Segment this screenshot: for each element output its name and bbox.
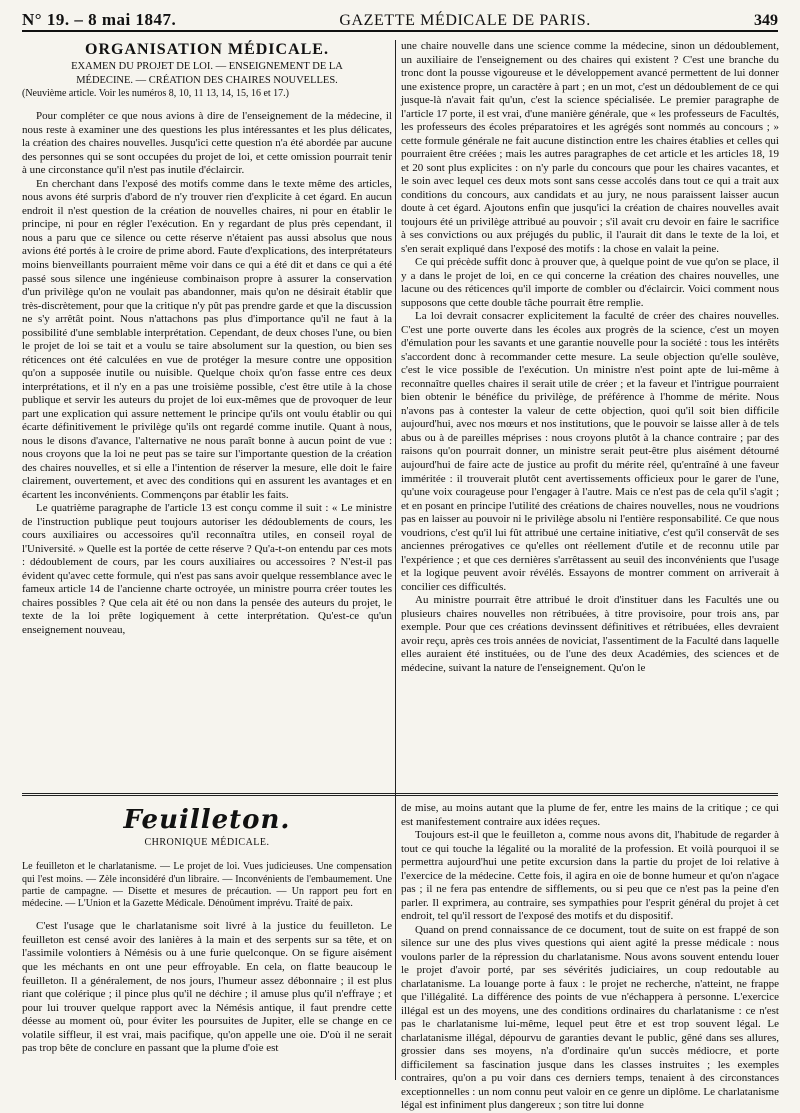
article-subtitle-2: MÉDECINE. — CRÉATION DES CHAIRES NOUVELLES. <box>76 74 338 86</box>
article-paragraph: Ce qui précède suffit donc à prouver que, à quelque point de vue qu'on se place, il y a dans le projet de loi, en ce qui concerne la création des chaires nouvelles, une lacune ou des réticences qu'il importe de combler ou d'éclaircir. Voici comment nous supposons que cette double tâche pourrait être remplie. <box>401 256 779 309</box>
article-paragraph: Pour compléter ce que nous avions à dire de l'enseignement de la médecine, il nous reste à examiner une des questions les plus intéressantes et les plus délicates, la création des chaires nouvelles. Jusqu'ici cette question n'a été abordée par aucune des personnes qui se sont occupées du projet de loi, et cette omission pourrait tenir à une circonstance qu'il n'est pas inutile d'éclaircir. <box>22 110 392 177</box>
feuilleton-right-column <box>401 802 779 1112</box>
feuilleton-section: CHRONIQUE MÉDICALE. <box>144 836 270 848</box>
feuilleton-left-column <box>22 805 392 1085</box>
feuilleton-divider <box>22 793 778 796</box>
feuilleton-paragraph: de mise, au moins autant que la plume de fer, entre les mains de la critique ; ce qui est manifestement contraire aux idées reçues. <box>401 802 779 828</box>
feuilleton-summary: Le feuilleton et le charlatanisme. — Le projet de loi. Vues judicieuses. Une compensation qui l'est moins. — Zèle inconsidéré d'un libraire. — Inconvénients de l'embaumement. Une partie de campagne. — Disette et mesures de précaution. — Un rapport peu fort en médecine. — L'Union et la Gazette Médicale. Dénoûment imprévu. Traité de paix. <box>22 861 392 910</box>
feuilleton-title: Feuilleton. <box>123 805 291 835</box>
feuilleton-paragraph: C'est l'usage que le charlatanisme soit livré à la justice du feuilleton. Le feuilleton est censé avoir des lanières à la main et des serpents sur sa tête, et on l'assimile volontiers à Némésis ou à une furie quelconque. On se figure aisément que les méchants en ont une peur effroyable. En cela, on flatte beaucoup le feuilleton. Il a généralement, de nos jours, l'humeur assez débonnaire ; il est plus riant que colérique ; il pince plus qu'il ne déchire ; il amuse plus qu'il n'effraye ; et pour lui trouver quelque rapport avec la Némésis antique, il faut prendre cette déesse au moment où, pour éviter les poursuites de Jupiter, elle se change en ce volatile siffleur, il est vrai, mais pacifique, qu'on appelle une oie. D'où il ne serait pas trop bête de conclure en passant que la plume d'oie est <box>22 920 392 1055</box>
article-paragraph: Le quatrième paragraphe de l'article 13 est conçu comme il suit : « Le ministre de l'instruction publique peut toujours autoriser les dédoublements de cours, les cours auxiliaires ou accessoires qu'il reconnaîtra utiles, en conseil royal de l'Université. » Quelle est la portée de cette réserve ? Qu'a-t-on entendu par ces mots : dédoublement de cours, par les cours auxiliaires ou accessoires ? N'est-il pas évident qu'avec cette formule, qui n'est pas sans avoir quelque ressemblance avec le fameux article 14 de l'ancienne charte octroyée, un ministre pourra créer toutes les chaires possibles ? Que cela ait été ou non dans la pensée des auteurs du projet, le texte de la loi prête logiquement à cette interprétation. Qu'est-ce qu'un enseignement nouveau, <box>22 502 392 636</box>
article-paragraph: une chaire nouvelle dans une science comme la médecine, sinon un dédoublement, un auxiliaire de l'enseignement ou des chaires qui existent ? C'est une branche du tronc dont la pousse vigoureuse et le développement avancé permettent de lui donner une existence propre, un caractère à part ; en un mot, c'est un dédoublement de ce qui jusque-là n'avait fait qu'un, c'est la science spécialisée. Le premier paragraphe de l'article 17 porte, il est vrai, d'une manière générale, que « les professeurs de Facultés, les professeurs des écoles préparatoires et les agrégés sont nommés au concours ; » cette formule générale ne fait aucune distinction entre les chaires établies et celles qui pourraient être créées ; mais les autres paragraphes de cet article et les articles 18, 19 et 20 sont plus explicites : on n'y parle du concours que pour les chaires vacantes, et le soin avec lequel ces deux mots sont sans cesse accolés dans tout ce qui a trait aux conditions du concours, aux candidats et au jury, ne nous paraissent laisser aucun doute à cet égard. Ajoutons enfin que jusqu'ici la création de chaires nouvelles avait toujours été un privilège attribué au pouvoir ; s'il avait cru devoir en faire le sacrifice à ses convictions ou aux préjugés du public, il l'aurait dit dans le texte de la loi, et s'en serait expliqué dans l'exposé des motifs : la chose en valait la peine. <box>401 40 779 255</box>
article-left-column <box>22 40 392 785</box>
feuilleton-paragraph: Toujours est-il que le feuilleton a, comme nous avons dit, l'habitude de regarder à tout ce qui touche la légalité ou la moralité de la profession. Et voilà pourquoi il se permettra aujourd'hui une petite excursion dans la partie du projet de loi relative à l'exercice de la médecine. Cette fois, il agira en oie de bonne humeur et qu'on n'agace pas ; il ne fera pas entendre de sifflements, ou si peu que ce n'est pas la peine d'en parler. Il exprimera, au contraire, ses sympathies pour l'esprit général du projet à cet endroit, tel qu'il ressort de l'exposé des motifs et du dispositif. <box>401 829 779 923</box>
article-note: (Neuvième article. Voir les numéros 8, 10, 11 13, 14, 15, 16 et 17.) <box>22 88 289 100</box>
article-subtitle-1: EXAMEN DU PROJET DE LOI. — ENSEIGNEMENT DE LA <box>71 60 343 72</box>
page-number: 349 <box>753 12 778 29</box>
issue-number: N° 19. – 8 mai 1847. <box>22 10 177 29</box>
page-header <box>22 10 778 32</box>
column-divider <box>395 40 396 1080</box>
article-right-column <box>401 40 779 785</box>
journal-title: GAZETTE MÉDICALE DE PARIS. <box>339 12 591 29</box>
article-paragraph: Au ministre pourrait être attribué le droit d'instituer dans les Facultés une ou plusieurs chaires nouvelles non rétribuées, à titre provisoire, pour trois ans, par exemple. Pour que ces créations devinssent définitives et rétribuées, elles devraient avoir reçu, après ces trois années de noviciat, l'assentiment de la Faculté dans laquelle elles auraient été instituées, ou de l'une des deux Académies, des sciences et de médecine, suivant la nature de l'enseignement. Qu'on le <box>401 594 779 674</box>
article-title: ORGANISATION MÉDICALE. <box>85 41 329 58</box>
article-paragraph: La loi devrait consacrer explicitement la faculté de créer des chaires nouvelles. C'est une porte ouverte dans les écoles aux progrès de la science, c'est un moyen d'émulation pour les savants et une garantie nouvelle pour la société : tous les intérêts s'accordent donc à recommander cette mesure. La seule objection qu'elle soulève, c'est le vice possible de l'exécution. Un ministre n'est point apte de lui-même à reconnaître quelles chaires il serait utile de créer ; et la faveur et l'intrigue pourraient bien obtenir le bénéfice du privilège, de préférence à l'homme de mérite. Nous n'avons pas à contester la valeur de cette objection, quoi qu'il soit bien difficile aujourd'hui, avec nos mœurs et nos institutions, que le pouvoir se laisse aller à de tels abus ou à de pareilles méprises : nous croyons plutôt à la chance contraire ; par des raisons qu'on pourrait donner, un ministre serait peut-être plus aisément détourné aujourd'hui de faire acte de justice au profit du mérite réel, qu'entraîné à une faveur imméritée : il trouverait plutôt cent avertissements officieux pour le garer de l'une, qu'une voix courageuse pour l'engager à l'autre. Mais ce n'est pas de cela qu'il s'agit ; et en posant en principe l'utilité des créations de chaires nouvelles, nous ne voudrions pas en laisser au pouvoir ni le privilège absolu ni l'entière responsabilité. Ce que nous voudrions, c'est qu'il lui fût attribué une certaine initiative, c'est qu'il conservât de ses anciennes prérogatives ce qu'elles ont réellement d'utile et de reconnu utile par l'expérience ; et que ces dernières s'arrêtassent au seuil des inconvénients que l'usage et la logique peuvent avoir révélés. Essayons de montrer comment on arriverait à concilier ces difficultés. <box>401 310 779 593</box>
article-paragraph: En cherchant dans l'exposé des motifs comme dans le texte même des articles, nous avons été surpris d'abord de n'y trouver rien d'explicite à cet égard. En aucun endroit il n'est question de la création de nouvelles chaires, ni pour en établir le principe, ni pour en régler l'exécution. En y regardant de plus près cependant, il nous a paru que ce silence ou cette réserve n'étaient pas aussi absolus que nous avions été portés à le croire de prime abord. Faute d'explications, des interprétateurs moins bienveillants pourraient même voir dans ce qui a été dit et dans ce qui a été passé sous silence une ingénieuse combinaison propre à assurer la conservation d'un privilège qu'on ne voulait pas abandonner, mais qu'on ne désirait établir que très-discrètement, pour que la critique n'y pût pas prendre garde et que la discussion ne s'y arrêtât point. Nous n'attachons pas plus d'importance qu'il ne faut à la possibilité d'une semblable interprétation. Cependant, de deux choses l'une, ou bien le projet de loi se tait et a voulu se taire absolument sur la question, ou bien ses réticences ont été calculées en vue de protéger la mesure contre une opposition qu'on a supposée inutile ou nuisible. Quelque choix qu'on fasse entre ces deux interprétations, et il n'y en a pas une troisième possible, c'est être utile à la chose publique et servir les auteurs du projet de loi eux-mêmes que de provoquer de leur part une explication qui assure nettement le principe qu'ils ont voulu établir ou qui écarte définitivement le privilège qu'ils ont regardé comme inutile. Quant à nous, nous le disons d'avance, l'alternative ne nous paraît bonne à aucun point de vue : nous croyons que la loi ne peut pas se taire sur l'importante question de la création des chaires nouvelles, et si elle a l'intention de réserver la mesure, elle doit le faire clairement, ouvertement, et avec des conditions qui en assurent les avantages et en écartent les inconvénients. Commençons par établir les faits. <box>22 177 392 501</box>
feuilleton-paragraph: Quand on prend connaissance de ce document, tout de suite on est frappé de son silence sur une des plus vives questions qui aient agité la presse médicale : nous voulons parler de la répression du charlatanisme. Nous avons souvent entendu louer le projet d'avoir porté, par ses sévérités judiciaires, un coup redoutable au charlatanisme. La louange porte à faux : le projet ne recherche, n'atteint, ne frappe que l'illégalité. La différence des points de vue n'échappera à personne. L'exercice illégal est un des moyens, une des conditions ordinaires du charlatanisme : ce n'est pas le charlatanisme lui-même, lequel peut être et est trop souvent légal. Le charlatanisme illégal, dépourvu de garanties devant le public, gêné dans ses allures, grossier dans ses moyens, n'a d'ordinaire qu'un succès médiocre, et porte difficilement sa fascination jusque dans les classes instruites ; les exemples contraires, qu'on a pu voir dans ces derniers temps, tenaient à des circonstances exceptionnelles : un nom connu peut valoir en ce genre un diplôme. Le charlatanisme légal est infiniment plus dangereux ; son titre lui donne <box>401 923 779 1112</box>
